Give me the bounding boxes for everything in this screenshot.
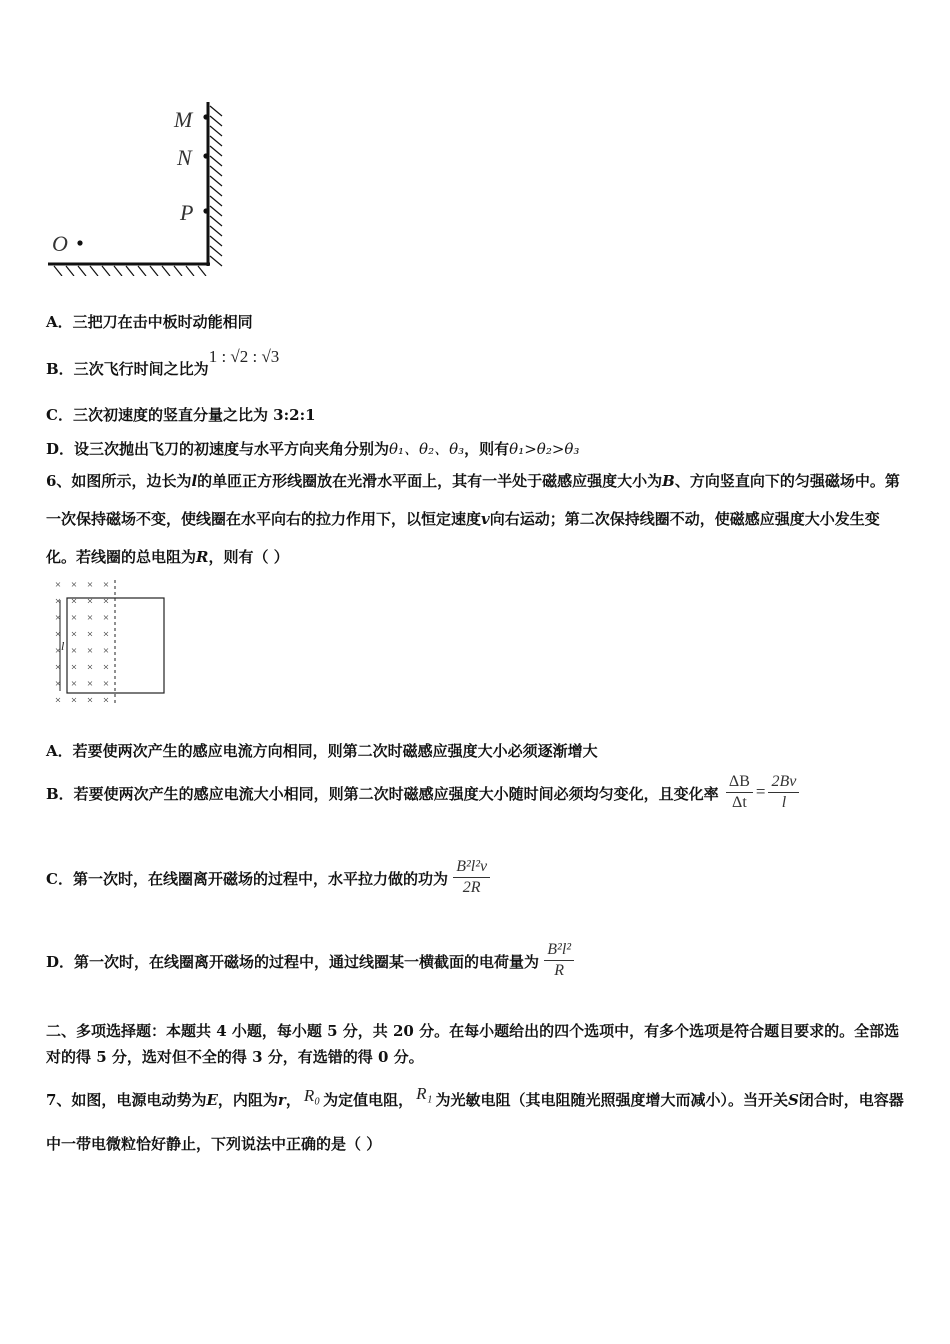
q6-stem [46,462,908,576]
q6-option-b-den2: l [781,794,787,811]
point-o [77,240,82,245]
q6-stem-part1: 6、如图所示，边长为 [46,472,192,490]
field-cross: × [102,678,110,690]
q6-stem-r: R [196,548,209,566]
q7-e: E [206,1091,218,1109]
field-cross: × [70,645,78,657]
q6-stem-part4: 向右运动；第二次保持线圈不动，使磁感应强度大小发生变化。若线圈的总电阻为 [46,510,880,566]
floor-hatching [54,266,206,276]
q6-option-a: A．若要使两次产生的感应电流方向相同，则第二次时磁感应强度大小必须逐渐增大 [46,742,598,760]
field-cross: × [102,579,110,591]
q7-part4: 为定值电阻， [323,1091,414,1109]
q7-r1: R₁ [416,1084,433,1103]
field-cross: × [54,645,62,657]
q6-option-b-num1: ΔB [726,772,753,793]
q7-r: r [277,1091,286,1109]
field-cross: × [70,628,78,641]
field-cross: × [54,595,62,608]
q6-option-d-den: R [554,962,565,979]
magnetic-field-figure [48,578,173,708]
q7-part3: ， [285,1091,301,1109]
q5-option-d-text: D．设三次抛出飞刀的初速度与水平方向夹角分别为 [46,440,390,458]
q5-option-b-text: B．三次飞行时间之比为 [46,360,209,378]
field-cross: × [102,661,110,674]
field-cross: × [86,579,94,591]
section-2-heading: 二、多项选择题：本题共 4 小题，每小题 5 分，共 20 分。在每小题给出的四个选项中，有多个选项是符合题目要求的。全部选对的得 5 分，选对但不全的得 3 分，有选错的得 0 分。 [46,1022,900,1066]
q6-option-b-fraction-2 [768,772,799,813]
field-cross: × [70,661,78,674]
q7-part1: 7、如图，电源电动势为 [46,1091,207,1109]
field-cross: × [70,595,78,608]
q6-option-b [46,772,799,813]
q6-option-b-text: B．若要使两次产生的感应电流大小相同，则第二次时磁感应强度大小随时间必须均匀变化，且变化率 [46,784,719,803]
field-cross: × [86,678,94,690]
q5-option-b-math: 1 : √2 : √3 [208,347,280,366]
label-o: O [52,231,68,256]
q5-option-d-relation: θ₁>θ₂>θ₃ [509,440,580,458]
side-length-label: l [61,639,65,653]
point-m [203,114,208,119]
wall-hatching [210,106,222,266]
field-cross: × [54,661,62,674]
q7-part5: 为光敏电阻（其电阻随光照强度增大而减小）。当开关 [435,1091,788,1109]
field-cross: × [54,628,62,641]
field-cross: × [86,661,94,674]
q6-stem-part5: ，则有（ ） [208,548,289,566]
field-cross: × [102,645,110,657]
point-n [203,153,208,158]
q7-part2: ，内阻为 [217,1091,278,1109]
q7-r0: R₀ [303,1086,321,1105]
field-cross: × [54,612,62,624]
q6-stem-l: l [191,472,198,490]
field-cross: × [70,612,78,624]
field-cross: × [54,694,62,707]
q5-option-a: A．三把刀在击中板时动能相同 [46,313,253,331]
label-n: N [177,145,192,170]
q5-option-b [46,346,280,378]
q6-stem-b: B [662,472,675,490]
field-cross: × [86,595,94,608]
field-cross: × [86,645,94,657]
field-cross: × [86,628,94,641]
q6-option-d-fraction [544,940,574,981]
field-cross: × [54,678,62,690]
q7-stem [46,1078,908,1166]
wall-figure [44,96,234,276]
q6-option-b-num2: 2Bv [768,772,799,793]
q6-option-b-eq: = [755,781,766,801]
q5-option-c: C．三次初速度的竖直分量之比为 3:2:1 [46,406,316,424]
field-cross: × [70,678,78,690]
q6-stem-part2: 的单匝正方形线圈放在光滑水平面上，其有一半处于磁感应强度大小为 [197,472,663,490]
q6-stem-part3: 、方向竖直向下的匀强磁场中。第一次保持磁场不变，使线圈在水平向右的拉力作用下，以恒定速度 [46,472,900,528]
q6-option-c [46,857,490,898]
field-cross: × [102,694,110,707]
q6-option-b-fraction-1 [726,772,753,813]
q6-option-b-den1: Δt [732,794,747,811]
label-m: M [174,107,193,132]
field-cross: × [102,595,110,608]
q5-option-d [46,438,579,459]
q5-option-d-thetas: θ₁、θ₂、θ₃ [389,440,465,458]
q6-option-c-den: 2R [462,879,481,896]
q6-option-d-num: B²l² [544,940,574,961]
field-cross: × [86,694,94,707]
point-p [203,208,208,213]
field-cross: × [102,612,110,624]
label-p: P [180,200,194,225]
q7-s: S [787,1091,799,1109]
field-cross: × [70,694,78,707]
field-cross: × [102,628,110,641]
field-cross: × [70,579,78,591]
q6-option-d-text: D．第一次时，在线圈离开磁场的过程中，通过线圈某一横截面的电荷量为 [46,952,540,971]
field-cross: × [54,579,62,591]
q6-option-d [46,940,574,981]
q6-option-c-num: B²l²v [453,857,490,878]
q7-part6: 闭合时，电容器中一带电微粒恰好静止，下列说法中正确的是（ ） [46,1091,904,1153]
q6-stem-v: v [481,510,490,528]
q6-option-c-fraction [453,857,490,898]
q5-option-d-mid: ，则有 [464,440,510,458]
q6-option-c-text: C．第一次时，在线圈离开磁场的过程中，水平拉力做的功为 [46,869,448,888]
field-cross: × [86,612,94,624]
